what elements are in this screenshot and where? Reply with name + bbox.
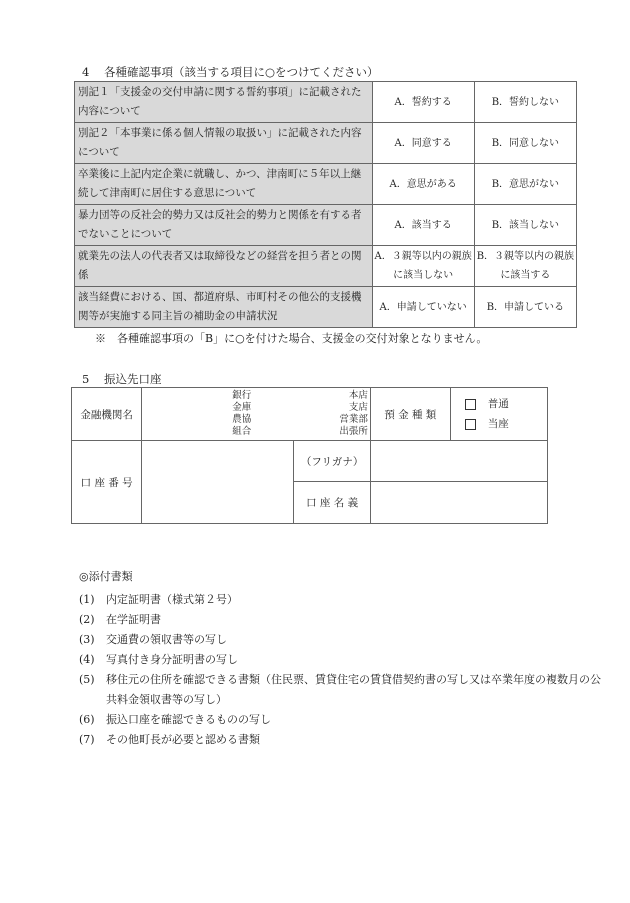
attachment-text: 内定証明書（様式第２号） (106, 593, 238, 606)
attachment-text: その他町長が必要と認める書類 (106, 733, 260, 746)
attachment-item (79, 610, 606, 630)
confirmation-row (75, 164, 577, 205)
furigana-label: （フリガナ） (294, 441, 370, 482)
institution-type: 金庫 (232, 402, 252, 413)
attachment-number: (7) (79, 733, 95, 746)
confirmation-row (75, 123, 577, 164)
bank-account-table (71, 387, 548, 524)
attachment-text: 振込口座を確認できるものの写し (106, 713, 271, 726)
confirmation-row (75, 205, 577, 246)
account-name-label: 口 座 名 義 (294, 482, 370, 524)
confirmation-question: 該当経費における、国、都道府県、市町村その他公的支援機関等が実施する同主旨の補助金の申請状況 (75, 287, 373, 328)
attachment-item (79, 730, 606, 750)
deposit-type-options (450, 388, 547, 441)
option-b[interactable]: B．３親等以内の親族に該当する (474, 246, 576, 287)
bank-name-field[interactable] (142, 388, 371, 441)
confirmation-row (75, 82, 577, 123)
attachment-item (79, 670, 606, 710)
attachment-item (79, 630, 606, 650)
option-b[interactable]: B．申請している (474, 287, 576, 328)
attachment-number: (5) (79, 673, 95, 686)
branch-type: 支店 (348, 402, 368, 413)
option-a[interactable]: A．申請していない (372, 287, 474, 328)
attachment-item (79, 710, 606, 730)
option-a[interactable]: A．誓約する (372, 82, 474, 123)
section-4-number: 4 (82, 65, 90, 79)
option-a[interactable]: A．意思がある (372, 164, 474, 205)
attachments-heading: ◎添付書類 (79, 570, 133, 583)
attachment-number: (6) (79, 713, 95, 726)
confirmation-question: 卒業後に上記内定企業に就職し、かつ、津南町に５年以上継続して津南町に居住する意思について (75, 164, 373, 205)
section-5-heading (82, 371, 162, 387)
institution-type: 組合 (232, 426, 252, 437)
checkbox-icon[interactable] (465, 419, 476, 430)
option-a[interactable]: A．該当する (372, 205, 474, 246)
attachments-list (79, 590, 606, 750)
deposit-type-label: 預 金 種 類 (370, 388, 450, 441)
attachment-text: 在学証明書 (106, 613, 161, 626)
attachment-text: 移住元の住所を確認できる書類（住民票、賃貸住宅の賃貸借契約書の写し又は卒業年度の複数月の公共料金領収書等の写し） (106, 673, 601, 706)
branch-types (339, 390, 368, 438)
deposit-option-current[interactable] (465, 414, 547, 434)
option-b[interactable]: B．該当しない (474, 205, 576, 246)
attachment-text: 交通費の領収書等の写し (106, 633, 227, 646)
institution-type: 銀行 (232, 390, 252, 401)
attachments (79, 568, 606, 750)
attachment-number: (2) (79, 613, 95, 626)
attachment-number: (1) (79, 593, 95, 606)
account-name-field[interactable] (370, 482, 547, 524)
confirmation-question: 就業先の法人の代表者又は取締役などの経営を担う者との関係 (75, 246, 373, 287)
furigana-field[interactable] (370, 441, 547, 482)
bank-name-label: 金融機関名 (72, 388, 142, 441)
attachment-number: (3) (79, 633, 95, 646)
confirmation-row (75, 287, 577, 328)
institution-types (232, 390, 251, 438)
attachment-item (79, 650, 606, 670)
account-number-field[interactable] (142, 441, 294, 524)
option-b[interactable]: B．誓約しない (474, 82, 576, 123)
branch-type: 出張所 (339, 426, 368, 437)
section-4-heading (82, 64, 379, 80)
option-b[interactable]: B．同意しない (474, 123, 576, 164)
option-a[interactable]: A．同意する (372, 123, 474, 164)
option-a[interactable]: A．３親等以内の親族に該当しない (372, 246, 474, 287)
deposit-option-label: 当座 (487, 418, 509, 430)
attachment-text: 写真付き身分証明書の写し (106, 653, 238, 666)
attachment-item (79, 590, 606, 610)
confirmation-question: 別記１「支援金の交付申請に関する誓約事項」に記載された内容について (75, 82, 373, 123)
confirmation-question: 別記２「本事業に係る個人情報の取扱い」に記載された内容について (75, 123, 373, 164)
account-number-label: 口 座 番 号 (72, 441, 142, 524)
institution-type: 農協 (232, 414, 252, 425)
deposit-option-ordinary[interactable] (465, 394, 547, 414)
branch-type: 営業部 (339, 414, 368, 425)
section-5-title: 振込先口座 (104, 372, 162, 386)
checkbox-icon[interactable] (465, 399, 476, 410)
confirmation-table (74, 81, 577, 328)
branch-type: 本店 (348, 390, 368, 401)
confirmation-question: 暴力団等の反社会的勢力又は反社会的勢力と関係を有する者でないことについて (75, 205, 373, 246)
attachment-number: (4) (79, 653, 95, 666)
section-4-title: 各種確認事項（該当する項目に○をつけてください） (104, 65, 379, 79)
option-b[interactable]: B．意思がない (474, 164, 576, 205)
deposit-option-label: 普通 (487, 398, 509, 410)
section-5-number: 5 (82, 372, 90, 386)
confirmation-note: ※ 各種確認事項の「B」に○を付けた場合、支援金の交付対象となりません。 (95, 332, 488, 345)
confirmation-row (75, 246, 577, 287)
